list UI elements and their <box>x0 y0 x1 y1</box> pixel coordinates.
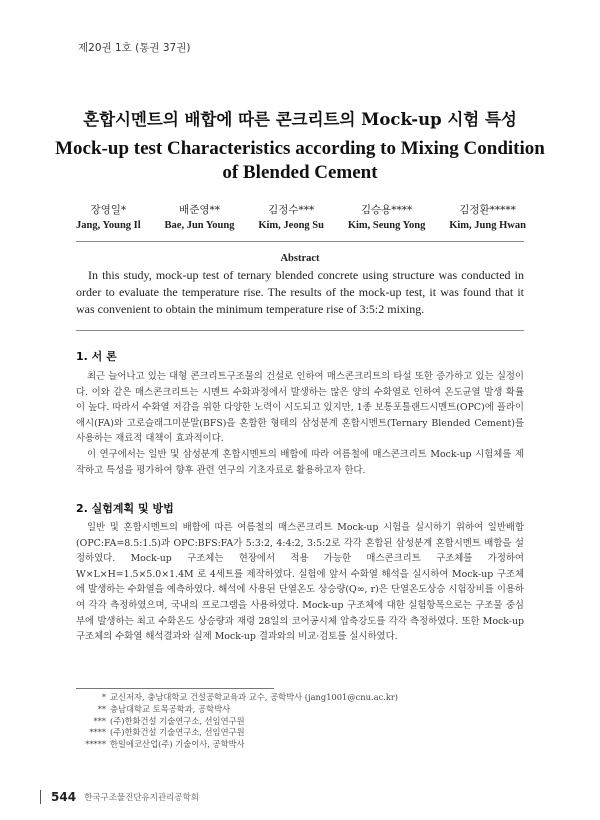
footnote: ***** 한일에코산업(주) 기술이사, 공학박사 <box>85 739 245 750</box>
footnote: * 교신저자, 충남대학교 건설공학교육과 교수, 공학박사 (jang1001@cnu.ac.kr) <box>101 692 399 702</box>
author-4 <box>348 202 426 231</box>
footnote: **** (주)한화건설 기술연구소, 선임연구원 <box>89 727 245 738</box>
author-name-ko: 김정환***** <box>459 204 516 216</box>
title-english <box>40 137 560 185</box>
paragraph: 최근 늘어나고 있는 대형 콘크리트구조물의 건설로 인하여 매스콘크리트의 타설 또한 증가하고 있는 실정이다. 이와 같은 매스콘크리트는 시멘트 수화과정에서 발생하는 많은 양의 수화열로 인하여 온도균열 발생 확률이 높다. 따라서 수화열 저감을 위한 다양한 노력이 시도되고 있지만, 1종 보통포틀랜드시멘트(OPC)에 플라이애시(FA)와 고로슬래그미분말(BFS)을 혼합한 형태의 삼성분계 혼합시멘트(Ternary Blended Cement)를 사용하는 재료적 대책이 효과적이다. <box>76 371 524 445</box>
title-english-line2: of Blended Cement <box>222 162 378 183</box>
author-5 <box>449 202 526 231</box>
footnote: *** (주)한화건설 기술연구소, 선임연구원 <box>93 715 245 726</box>
footnote-rule <box>76 688 274 689</box>
author-2 <box>165 202 235 231</box>
author-name-ko: 장영일* <box>90 204 127 216</box>
author-name-ko: 배준영** <box>179 204 220 216</box>
page-number: 544 <box>51 790 77 804</box>
section-body-method <box>76 520 524 645</box>
author-name-en: Bae, Jun Young <box>164 220 235 231</box>
title-korean: 혼합시멘트의 배합에 따른 콘크리트의 Mock-up 시험 특성 <box>83 110 517 129</box>
divider-rule <box>76 241 524 242</box>
divider-rule <box>76 330 524 331</box>
abstract-heading: Abstract <box>280 253 320 264</box>
author-name-ko: 김정수*** <box>268 204 315 216</box>
author-list <box>76 202 526 231</box>
footer-bar <box>40 790 41 804</box>
section-body-intro <box>76 369 524 478</box>
author-name-en: Kim, Jeong Su <box>258 220 324 231</box>
author-3 <box>258 202 324 231</box>
author-name-en: Kim, Jung Hwan <box>449 220 526 231</box>
footnotes <box>76 692 524 751</box>
paragraph: 이 연구에서는 일반 및 삼성분계 혼합시멘트의 배합에 따라 여름철에 매스콘크리트 Mock-up 시험체를 제작하고 특성을 평가하여 향후 관련 연구의 기초자료로 활용하고자 한다. <box>76 448 524 476</box>
author-name-en: Kim, Seung Yong <box>347 220 426 231</box>
section-heading-intro: 1. 서 론 <box>76 350 117 363</box>
paragraph: 일반 및 혼합시멘트의 배합에 따른 여름철의 매스콘크리트 Mock-up 시험을 실시하기 위하여 일반배합(OPC:FA=8.5:1.5)과 OPC:BFS:FA가 5:3:2, 4:4:2, 3:5:2로 각각 혼합된 삼성분계 혼합시멘트 배합을 설정하였다. Mock-up 구조체는 현장에서 적용 가능한 매스콘크리트 구조체를 가정하여 W×L×H=1.5×5.0×1.4M 로 4세트를 제작하였다. 실험에 앞서 수화열 해석을 실시하여 Mock-up 구조체에 발생하는 수화열을 예측하였다. 해석에 사용된 단열온도 상승량(Q∞, r)은 단열온도상승 시험장비를 이용하여 각각 측정하였으며, 국내의 프로그램을 사용하였다. Mock-up 구조체에 대한 실험항목으로는 구조물 중심부에 발생하는 최고 수화온도 상승량과 재령 28일의 코어공시체 압축강도를 각각 측정하였다. 또한 Mock-up 구조체의 수화열 해석결과와 실제 Mock-up 결과와의 비교·검토를 실시하였다. <box>76 522 524 643</box>
page-footer <box>40 790 199 804</box>
abstract-text: In this study, mock-up test of ternary blended concrete using structure was conducted in order to evaluate the temperature rise. The results of the mock-up test, it was found that it was convenient to obtain the minimum temperature rise of 3:5:2 mixing. <box>76 268 524 316</box>
title-english-line1: Mock-up test Characteristics according to Mixing Condition <box>55 138 545 159</box>
author-name-en: Jang, Young Il <box>76 220 141 231</box>
journal-volume: 제20권 1호 (통권 37권) <box>78 42 191 54</box>
author-1 <box>76 202 141 231</box>
footnote: ** 충남대학교 토목공학과, 공학박사 <box>97 703 231 714</box>
author-name-ko: 김승용**** <box>360 204 413 216</box>
society-name: 한국구조물진단유지관리공학회 <box>84 793 200 803</box>
section-heading-method: 2. 실험계획 및 방법 <box>76 502 174 515</box>
